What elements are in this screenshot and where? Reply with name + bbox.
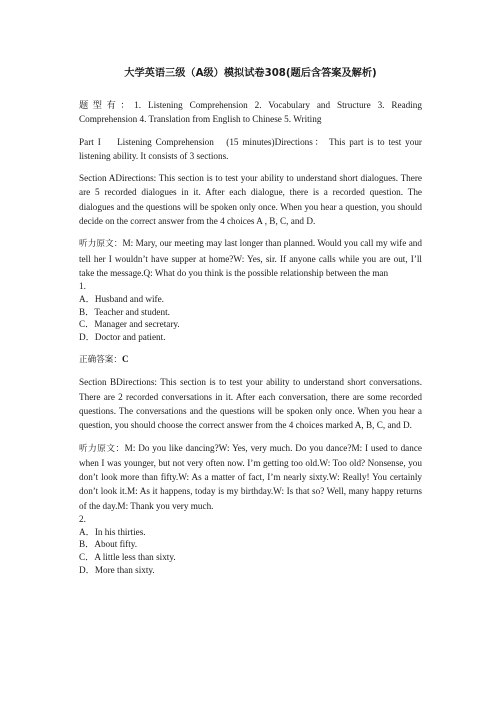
document-title: 大学英语三级（A级）模拟试卷308(题后含答案及解析) [124,68,377,79]
q2-number: 2. [79,514,86,525]
q1-option-b: B．Teacher and student. [79,306,170,317]
q2-option-d: D．More than sixty. [79,565,155,575]
q1-answer-value: C [121,354,129,365]
q2-option-b: B．About fifty. [79,539,138,550]
q1-transcript-label: 听力原文： [79,239,123,250]
q1-option-a: A．Husband and wife. [79,293,164,304]
q2-transcript-text: M: Do you like dancing?W: Yes, very much. Do you dance?M: I used to dance when I was younger, but not very often now. I’m getting too old.W: Too old? Nonsense, you don’t look more than fifty.W: As a matter of fact, I’m nearly sixty.W: Really! You certainly don’t look it.M: As it happens, today is my birthday.W: Is that so? Well, many happy returns of the day.M: Thank you very much. [79,442,422,511]
q1-transcript [79,236,422,280]
q2-option-a: A．In his thirties. [79,526,146,537]
q2-option-c: C．A little less than sixty. [79,552,176,563]
q1-answer [79,352,422,367]
q1-answer-label: 正确答案： [79,355,122,366]
part-intro: Part I Listening Comprehension (15 minutes)Directions： This part is to test your listening ability. It consists of 3 sections. [79,136,422,161]
question-types: 题型有：1. Listening Comprehension 2. Vocabulary and Structure 3. Reading Comprehension 4. Translation from English to Chinese 5. Writing [79,100,422,125]
section-b-directions: Section BDirections: This section is to test your ability to understand short conversations. There are 2 recorded conversations in it. After each conversation, there are some recorded questions. The conversations and the questions will be spoken only once. When you hear a question, you should choose the correct answer from the 4 choices marked A, B, C, and D. [79,377,422,431]
document-page [79,64,422,577]
q1-transcript-text: M: Mary, our meeting may last longer than planned. Would you call my wife and tell her I wouldn’t have supper at home?W: Yes, sir. If anyone calls while you are out, I’ll take the message.Q: What do you think is the possible relationship between the man [79,238,422,278]
q1-option-c: C．Manager and secretary. [79,319,180,330]
q1-number: 1. [79,281,86,292]
q2-transcript [79,441,422,513]
section-a-directions: Section ADirections: This section is to test your ability to understand short dialogues. There are 5 recorded dialogues in it. After each dialogue, there is a recorded question. The dialogues and the questions will be spoken only once. When you hear a question, you should decide on the correct answer from the 4 choices A , B, C, and D. [79,173,422,227]
q2-transcript-label: 听力原文： [79,443,125,454]
q1-option-d: D．Doctor and patient. [79,332,166,343]
